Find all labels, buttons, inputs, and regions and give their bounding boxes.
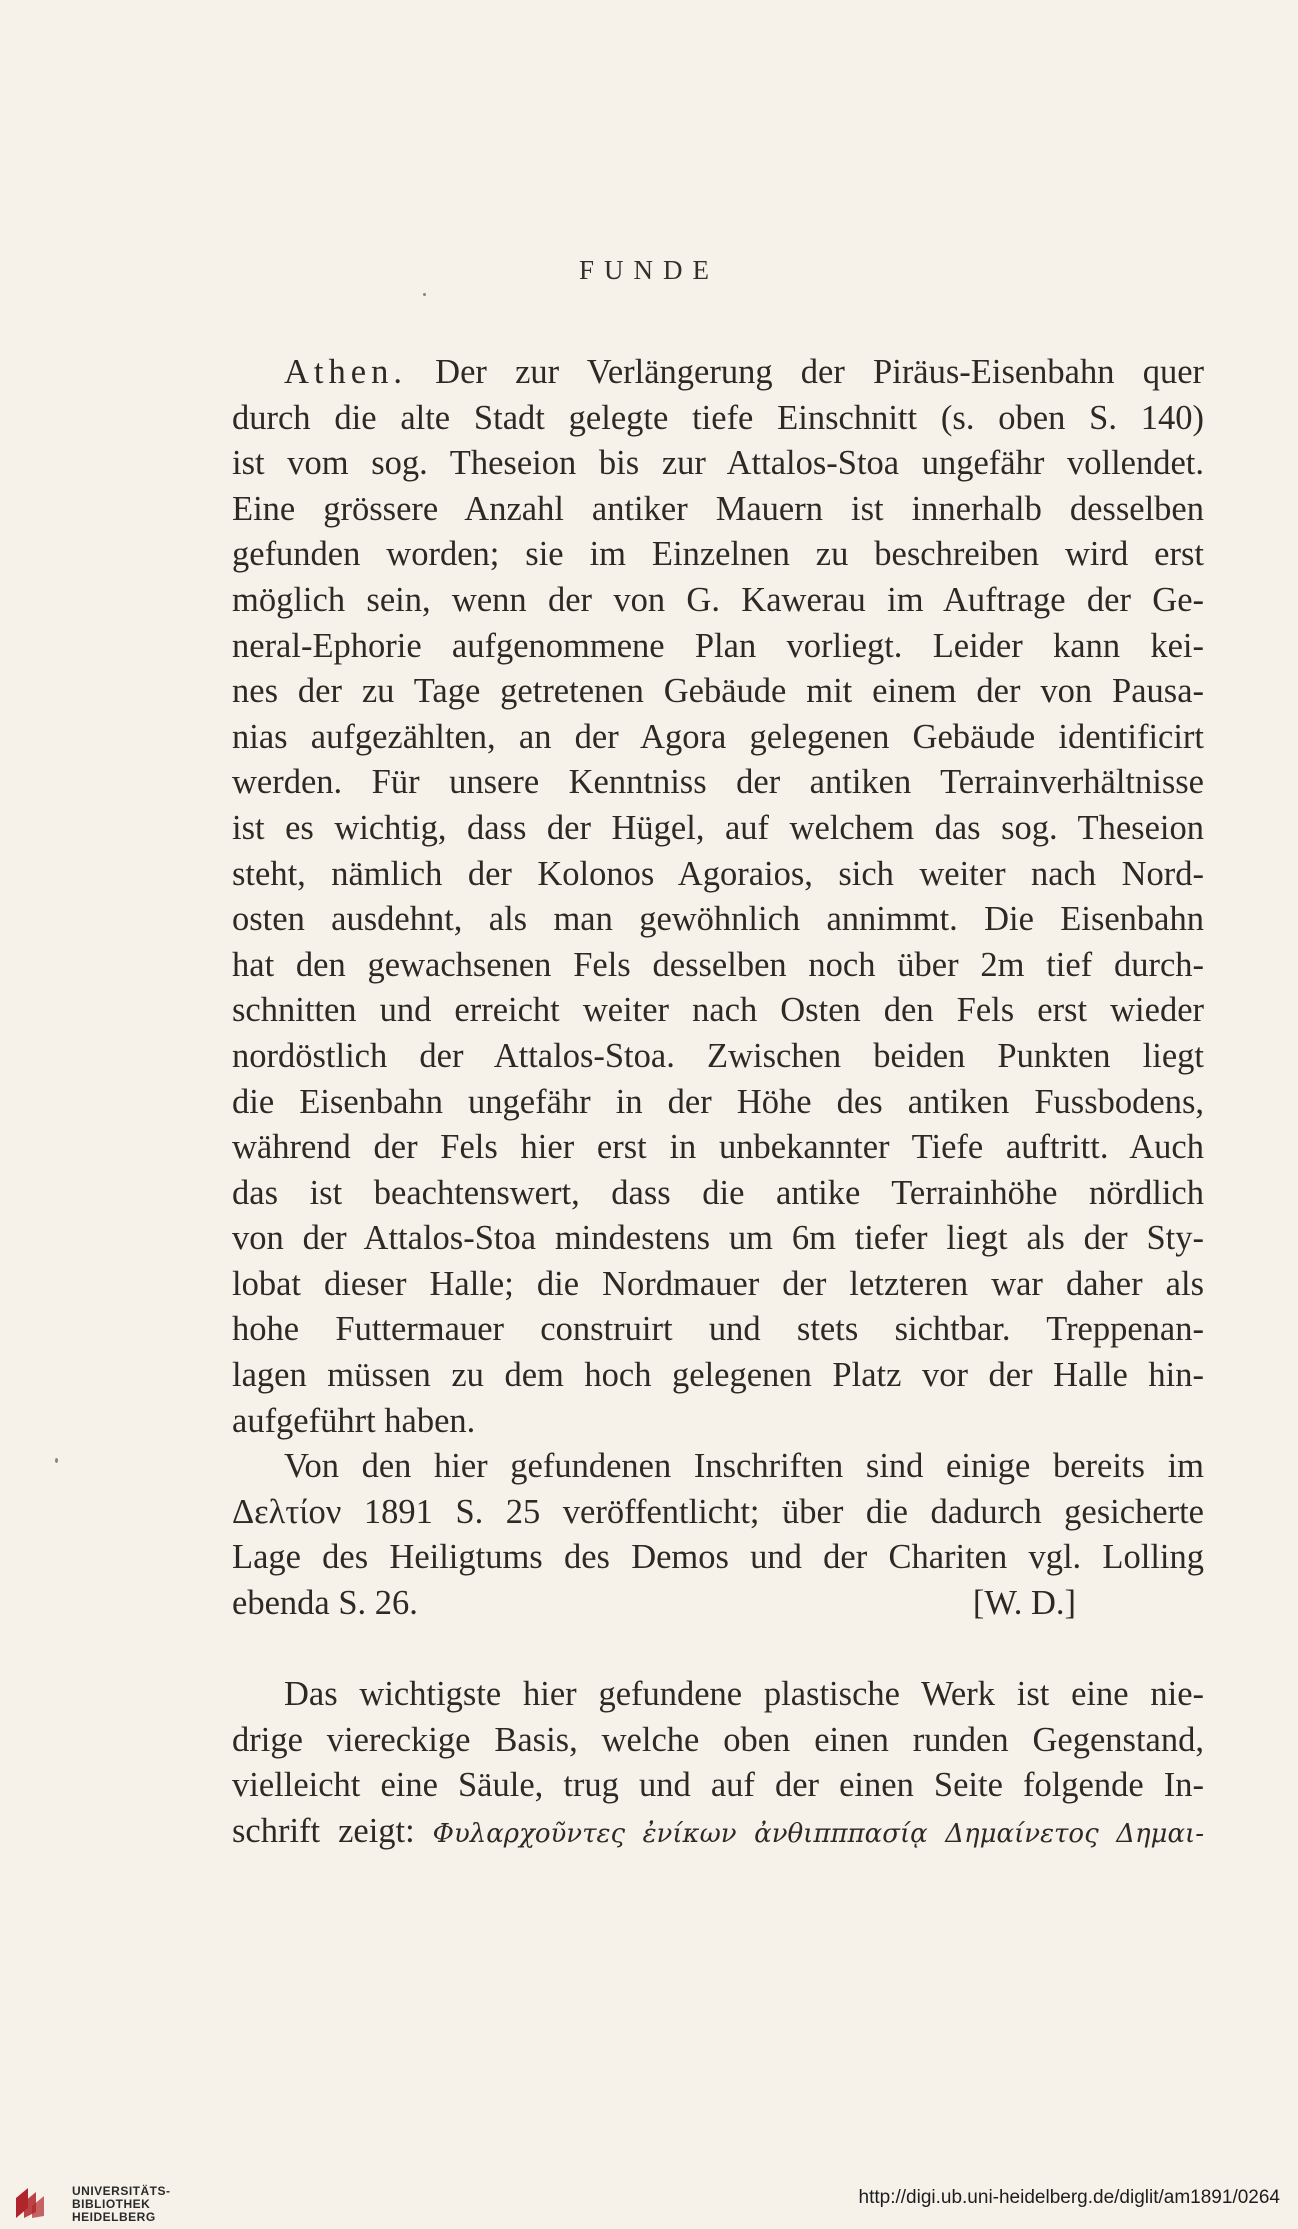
source-url-link[interactable]: http://digi.ub.uni-heidelberg.de/diglit/am1891/0264: [858, 2187, 1280, 2208]
text-line: die Eisenbahn ungefähr in der Höhe des antiken Fussbodens,: [232, 1082, 1204, 1121]
text-line: drige viereckige Basis, welche oben einen runden Gegenstand,: [232, 1720, 1204, 1759]
last-line-text: ebenda S. 26.: [232, 1583, 418, 1622]
scan-speck: [55, 1458, 58, 1463]
greek-inscription: Φυλαρχοῦντες ἐνίκων ἀνθιπππασίᾳ Δημαίνετος Δημαι-: [432, 1818, 1204, 1849]
library-logo-text: UNIVERSITÄTS- BIBLIOTHEK HEIDELBERG: [72, 2184, 171, 2224]
text-line: werden. Für unsere Kenntniss der antiken Terrainverhältnisse: [232, 763, 1204, 802]
text-line: möglich sein, wenn der von G. Kawerau im Auftrage der Ge-: [232, 580, 1204, 619]
text-line: steht, nämlich der Kolonos Agoraios, sich weiter nach Nord-: [232, 854, 1204, 893]
text-line: hohe Futtermauer construirt und stets sichtbar. Treppenan-: [232, 1310, 1204, 1349]
text-line: während der Fels hier erst in unbekannter Tiefe auftritt. Auch: [232, 1128, 1204, 1167]
text-line: lagen müssen zu dem hoch gelegenen Platz vor der Halle hin-: [232, 1356, 1204, 1395]
text-line: vielleicht eine Säule, trug und auf der einen Seite folgende In-: [232, 1766, 1204, 1805]
text-line: nordöstlich der Attalos-Stoa. Zwischen beiden Punkten liegt: [232, 1036, 1204, 1075]
text-line: Δελτίον 1891 S. 25 veröffentlicht; über die dadurch gesicherte: [232, 1492, 1204, 1531]
text-line: [232, 1581, 1204, 1627]
scan-speck: [423, 293, 426, 296]
text-line: osten ausdehnt, als man gewöhnlich annimmt. Die Eisenbahn: [232, 900, 1204, 939]
text-line: nes der zu Tage getretenen Gebäude mit einem der von Pausa-: [232, 672, 1204, 711]
text-line: Athen. Der zur Verlängerung der Piräus-Eisenbahn quer: [284, 353, 1205, 391]
paragraph-athen: [232, 350, 1204, 1444]
text-line: das ist beachtenswert, dass die antike Terrainhöhe nördlich: [232, 1173, 1204, 1212]
text-line: ist es wichtig, dass der Hügel, auf welchem das sog. Theseion: [232, 808, 1204, 847]
text-line: aufgeführt haben.: [232, 1401, 476, 1440]
text-line: [232, 1809, 1204, 1855]
text-line: Lage des Heiligtums des Demos und der Chariten vgl. Lolling: [232, 1538, 1204, 1577]
text-line: hat den gewachsenen Fels desselben noch über 2m tief durch-: [232, 945, 1204, 984]
text-line: durch die alte Stadt gelegte tiefe Einschnitt (s. oben S. 140): [232, 398, 1204, 437]
library-logo-icon: [14, 2186, 48, 2220]
last-line-text: schrift zeigt:: [232, 1811, 415, 1850]
text-line: ist vom sog. Theseion bis zur Attalos-Stoa ungefähr vollendet.: [232, 444, 1204, 483]
text-line: nias aufgezählten, an der Agora gelegenen Gebäude identificirt: [232, 717, 1204, 756]
text-line: Das wichtigste hier gefundene plastische Werk ist eine nie-: [284, 1675, 1204, 1713]
text-line: Von den hier gefundenen Inschriften sind einige bereits im: [284, 1447, 1204, 1485]
text-line: Eine grössere Anzahl antiker Mauern ist innerhalb desselben: [232, 489, 1204, 528]
text-line: von der Attalos-Stoa mindestens um 6m tiefer liegt als der Sty-: [232, 1219, 1204, 1258]
lead-word: Athen.: [284, 353, 407, 391]
text-line: lobat dieser Halle; die Nordmauer der letzteren war daher als: [232, 1264, 1204, 1303]
section-heading: FUNDE: [578, 255, 719, 285]
text-line: neral-Ephorie aufgenommene Plan vorliegt. Leider kann kei-: [232, 626, 1204, 665]
author-signature: [W. D.]: [972, 1583, 1076, 1622]
paragraph-basis: [232, 1672, 1204, 1854]
paragraph-inschriften: [232, 1444, 1204, 1626]
text-line: schnitten und erreicht weiter nach Osten den Fels erst wieder: [232, 991, 1204, 1030]
text-line: gefunden worden; sie im Einzelnen zu beschreiben wird erst: [232, 535, 1204, 574]
